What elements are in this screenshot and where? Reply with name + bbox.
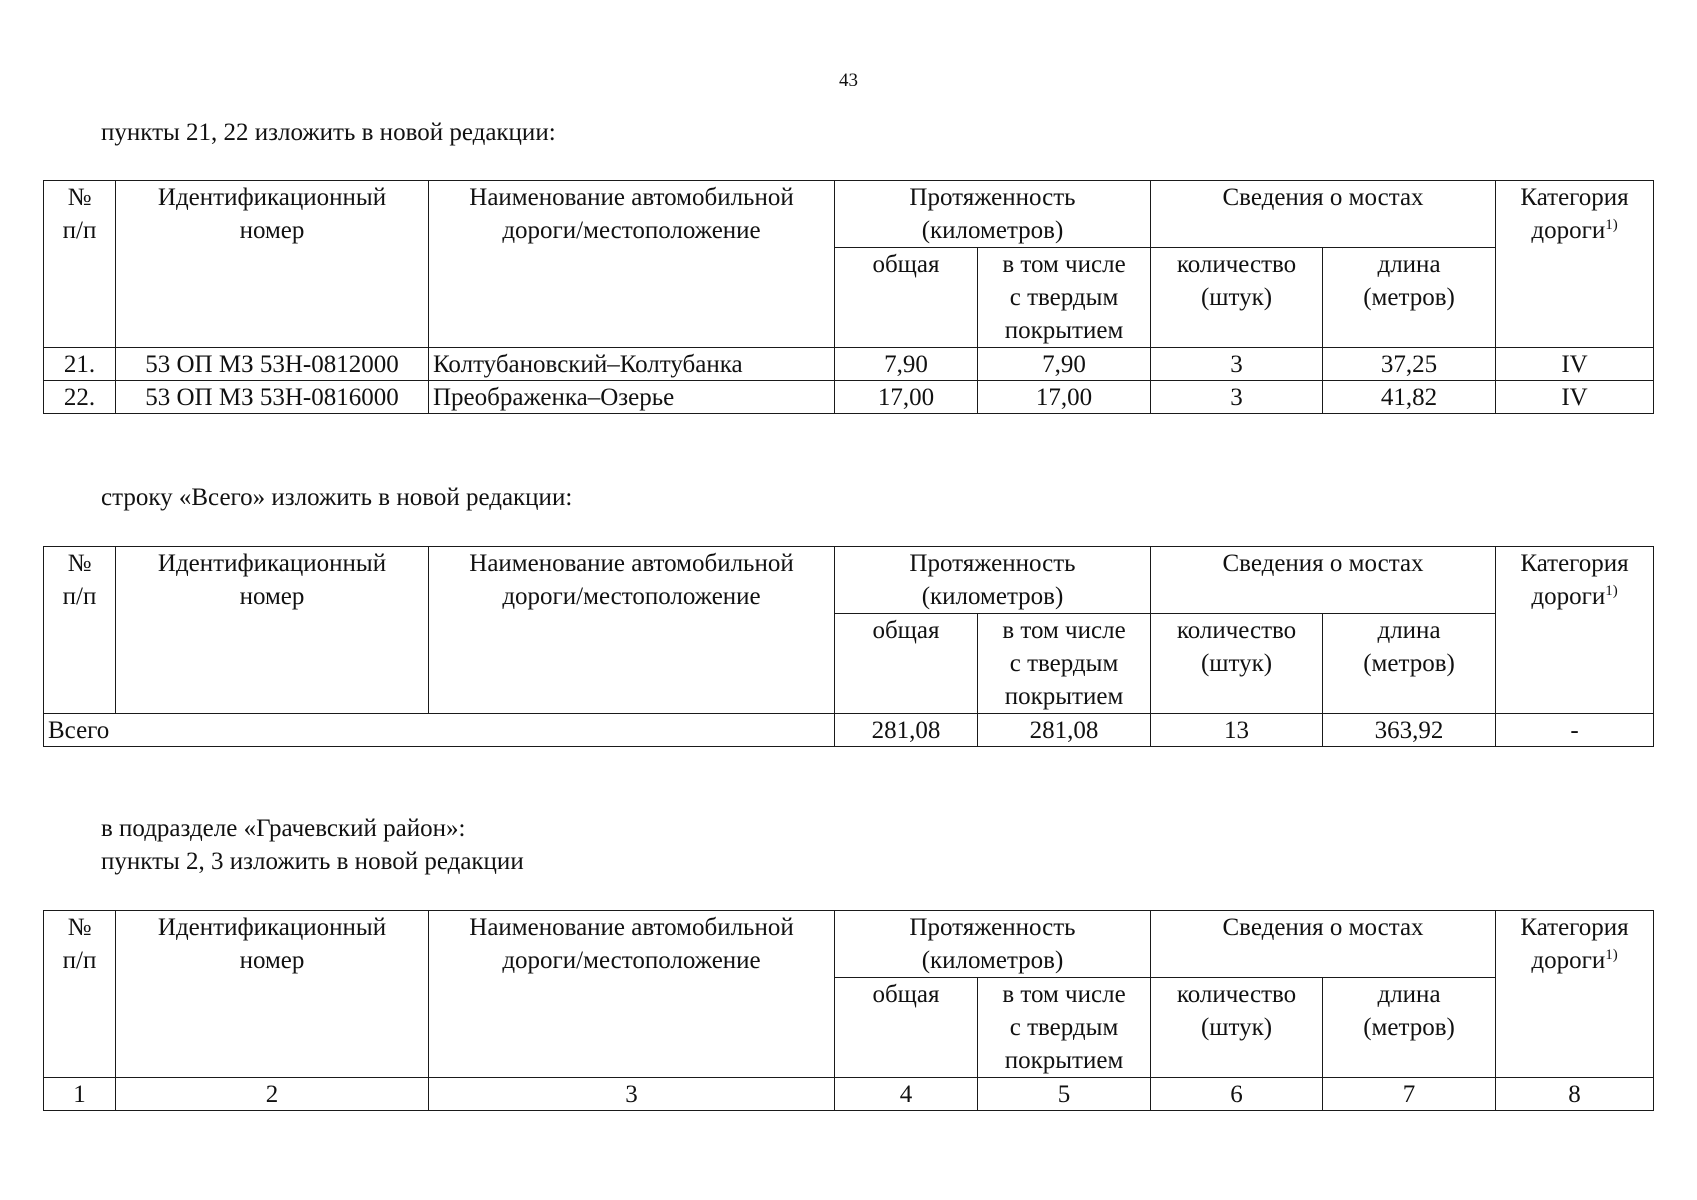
row-length-total: 7,90	[835, 348, 978, 381]
header-category: Категория дороги$^{1)}$	[1496, 547, 1654, 714]
header-bridges: Сведения о мостах	[1151, 911, 1496, 978]
row-road-name: Преображенка–Озерье	[429, 381, 835, 414]
row-bridge-length: 37,25	[1323, 348, 1496, 381]
intro-paragraph-2: строку «Всего» изложить в новой редакции:	[101, 484, 573, 511]
header-road-name: Наименование автомобильной дороги/местоположение	[429, 547, 835, 714]
header-bridge-length: длина (метров)	[1323, 614, 1496, 714]
roads-table-2	[43, 546, 1654, 747]
row-id: 53 ОП МЗ 53Н-0816000	[116, 381, 429, 414]
header-id: Идентификационный номер	[116, 181, 429, 348]
roads-table-1	[43, 180, 1654, 414]
row-bridge-length: 41,82	[1323, 381, 1496, 414]
header-length-total: общая	[835, 978, 978, 1078]
total-row	[44, 714, 1654, 747]
row-road-name: Колтубановский–Колтубанка	[429, 348, 835, 381]
total-length-hard: 281,08	[978, 714, 1151, 747]
header-length: Протяженность (километров)	[835, 547, 1151, 614]
column-number: 1	[44, 1078, 116, 1111]
header-number: № п/п	[44, 181, 116, 348]
header-bridge-count: количество (штук)	[1151, 614, 1323, 714]
column-number: 4	[835, 1078, 978, 1111]
total-length: 281,08	[835, 714, 978, 747]
column-number: 6	[1151, 1078, 1323, 1111]
header-length: Протяженность (километров)	[835, 181, 1151, 248]
intro-paragraph-1: пункты 21, 22 изложить в новой редакции:	[101, 119, 556, 146]
row-id: 53 ОП МЗ 53Н-0812000	[116, 348, 429, 381]
column-number: 8	[1496, 1078, 1654, 1111]
header-number: № п/п	[44, 547, 116, 714]
header-road-name: Наименование автомобильной дороги/местоположение	[429, 181, 835, 348]
total-category: -	[1496, 714, 1654, 747]
header-bridge-length: длина (метров)	[1323, 978, 1496, 1078]
total-label: Всего	[44, 714, 835, 747]
header-bridge-count: количество (штук)	[1151, 248, 1323, 348]
header-length-total: общая	[835, 614, 978, 714]
header-bridge-length: длина (метров)	[1323, 248, 1496, 348]
header-number: № п/п	[44, 911, 116, 1078]
header-length-hard: в том числе с твердым покрытием	[978, 248, 1151, 348]
table-row	[44, 348, 1654, 381]
header-bridges: Сведения о мостах	[1151, 181, 1496, 248]
intro-line-2: пункты 2, 3 изложить в новой редакции	[101, 848, 524, 875]
row-length-total: 17,00	[835, 381, 978, 414]
column-number: 5	[978, 1078, 1151, 1111]
header-length-hard: в том числе с твердым покрытием	[978, 614, 1151, 714]
row-category: IV	[1496, 348, 1654, 381]
header-length: Протяженность (километров)	[835, 911, 1151, 978]
row-bridge-count: 3	[1151, 381, 1323, 414]
header-id: Идентификационный номер	[116, 911, 429, 1078]
intro-line-1: в подразделе «Грачевский район»:	[101, 815, 466, 842]
row-length-hard: 17,00	[978, 381, 1151, 414]
column-number-row	[44, 1078, 1654, 1111]
roads-table-3	[43, 910, 1654, 1111]
header-category: Категория дороги$^{1)}$	[1496, 181, 1654, 348]
intro-paragraph-3	[101, 812, 524, 878]
row-number: 22.	[44, 381, 116, 414]
row-category: IV	[1496, 381, 1654, 414]
header-id: Идентификационный номер	[116, 547, 429, 714]
column-number: 2	[116, 1078, 429, 1111]
header-length-total: общая	[835, 248, 978, 348]
header-road-name: Наименование автомобильной дороги/местоположение	[429, 911, 835, 1078]
row-number: 21.	[44, 348, 116, 381]
total-bridge-count: 13	[1151, 714, 1323, 747]
header-bridge-count: количество (штук)	[1151, 978, 1323, 1078]
header-length-hard: в том числе с твердым покрытием	[978, 978, 1151, 1078]
column-number: 3	[429, 1078, 835, 1111]
row-bridge-count: 3	[1151, 348, 1323, 381]
column-number: 7	[1323, 1078, 1496, 1111]
row-length-hard: 7,90	[978, 348, 1151, 381]
header-category: Категория дороги$^{1)}$	[1496, 911, 1654, 1078]
page-number: 43	[839, 70, 858, 91]
total-bridge-length: 363,92	[1323, 714, 1496, 747]
table-row	[44, 381, 1654, 414]
header-bridges: Сведения о мостах	[1151, 547, 1496, 614]
